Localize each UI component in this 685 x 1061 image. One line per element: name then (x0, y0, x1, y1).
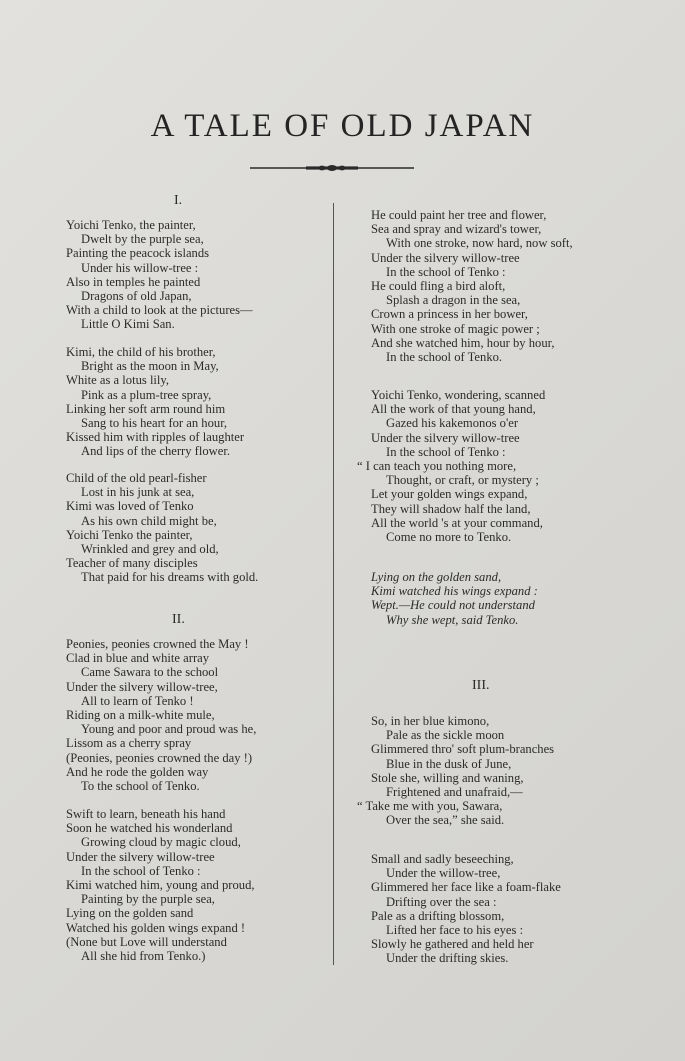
verse-line: Let your golden wings expand, (371, 487, 528, 502)
verse-line: Under the silvery willow-tree, (66, 679, 218, 694)
verse-line: Lifted her face to his eyes : (386, 923, 524, 938)
verse-line: Gazed his kakemonos o'er (386, 416, 519, 431)
verse-line: Lissom as a cherry spray (66, 736, 192, 751)
stanza (371, 852, 561, 966)
page-title: A TALE OF OLD JAPAN (150, 108, 535, 144)
verse-line: Splash a dragon in the sea, (386, 293, 521, 308)
ornament-divider (250, 162, 414, 174)
verse-line: Riding on a milk-white mule, (66, 708, 215, 723)
verse-line: Watched his golden wings expand ! (66, 920, 246, 935)
stanza (66, 345, 244, 459)
verse-line: Under the silvery willow-tree (371, 430, 520, 445)
verse-line: Kimi was loved of Tenko (66, 499, 194, 514)
verse-line: Crown a princess in her bower, (371, 307, 528, 322)
verse-line: Came Sawara to the school (81, 665, 219, 680)
verse-line: With a child to look at the pictures— (66, 303, 253, 318)
stanza (357, 388, 546, 545)
verse-line: Frightened and unafraid,— (386, 785, 523, 800)
verse-line: In the school of Tenko : (386, 444, 506, 459)
verse-line: In the school of Tenko : (81, 863, 201, 878)
verse-line: With one stroke, now hard, now soft, (386, 236, 573, 251)
verse-line: Sang to his heart for an hour, (81, 416, 228, 431)
verse-line: Glimmered her face like a foam-flake (371, 880, 561, 895)
verse-line: And he rode the golden way (66, 764, 209, 779)
verse-line: Stole she, willing and waning, (371, 770, 524, 785)
stanza (66, 471, 258, 585)
verse-line: Pale as the sickle moon (386, 728, 505, 743)
verse-line: Under his willow-tree : (81, 260, 199, 275)
verse-line: Kimi watched his wings expand : (371, 584, 538, 599)
verse-line: Yoichi Tenko the painter, (66, 527, 193, 542)
verse-line: Pale as a drifting blossom, (371, 908, 505, 923)
verse-line: And lips of the cherry flower. (81, 444, 230, 459)
stanza (371, 208, 573, 364)
section-heading-2: II. (172, 612, 185, 627)
section-heading-1: I. (174, 193, 183, 208)
verse-line: In the school of Tenko. (386, 350, 503, 365)
verse-line: Under the willow-tree, (386, 866, 501, 881)
stanza (66, 218, 253, 332)
verse-line: White as a lotus lily, (66, 373, 170, 388)
verse-line: Glimmered thro' soft plum-branches (371, 742, 555, 757)
column-divider (333, 203, 334, 965)
verse-line: Thought, or craft, or mystery ; (386, 473, 539, 488)
verse-line: Teacher of many disciples (66, 556, 198, 571)
verse-line: He could paint her tree and flower, (371, 208, 547, 222)
verse-line: Kimi watched him, young and proud, (66, 878, 255, 893)
verse-line: Linking her soft arm round him (66, 401, 226, 416)
verse-line: Come no more to Tenko. (386, 530, 512, 545)
verse-line: He could fling a bird aloft, (371, 279, 506, 294)
stanza (371, 570, 538, 627)
verse-line: As his own child might be, (81, 513, 217, 528)
verse-line: Why she wept, said Tenko. (386, 612, 519, 627)
verse-line: Painting by the purple sea, (81, 892, 215, 907)
verse-line: (None but Love will understand (66, 934, 227, 949)
verse-line: Soon he watched his wonderland (66, 821, 233, 836)
verse-line: All the work of that young hand, (371, 402, 536, 417)
stanza (66, 637, 256, 793)
verse-line: All to learn of Tenko ! (81, 693, 194, 708)
verse-line: Also in temples he painted (66, 274, 201, 289)
verse-line: To the school of Tenko. (81, 779, 200, 794)
verse-line: Lying on the golden sand, (371, 570, 502, 584)
verse-line: Swift to learn, beneath his hand (66, 807, 226, 821)
verse-line: All the world 's at your command, (371, 515, 543, 530)
verse-line: Under the drifting skies. (386, 951, 509, 966)
verse-line: Yoichi Tenko, wondering, scanned (371, 388, 546, 402)
verse-line: “ I can teach you nothing more, (357, 459, 517, 474)
verse-line: Sea and spray and wizard's tower, (371, 222, 542, 237)
verse-line: Drifting over the sea : (386, 894, 497, 909)
section-heading-3: III. (472, 678, 490, 693)
verse-line: Bright as the moon in May, (81, 359, 219, 374)
verse-line: Pink as a plum-tree spray, (81, 387, 212, 402)
verse-line: (Peonies, peonies crowned the day !) (66, 750, 253, 765)
verse-line: Lost in his junk at sea, (81, 485, 195, 500)
verse-line: “ Take me with you, Sawara, (357, 799, 503, 814)
verse-line: Clad in blue and white array (66, 651, 210, 666)
verse-line: Yoichi Tenko, the painter, (66, 218, 196, 232)
stanza (66, 807, 255, 963)
verse-line: Small and sadly beseeching, (371, 852, 514, 866)
verse-line: Under the silvery willow-tree (371, 250, 520, 265)
verse-line: And she watched him, hour by hour, (371, 335, 555, 350)
verse-line: All she hid from Tenko.) (81, 949, 206, 964)
verse-line: Over the sea,” she said. (386, 813, 505, 828)
verse-line: They will shadow half the land, (371, 501, 531, 516)
verse-line: Dwelt by the purple sea, (81, 232, 204, 247)
verse-line: In the school of Tenko : (386, 264, 506, 279)
verse-line: With one stroke of magic power ; (371, 321, 540, 336)
verse-line: Child of the old pearl-fisher (66, 471, 207, 485)
verse-line: Young and poor and proud was he, (81, 722, 257, 737)
verse-line: Little O Kimi San. (81, 317, 175, 332)
verse-line: Under the silvery willow-tree (66, 849, 215, 864)
verse-line: Wept.—He could not understand (371, 598, 535, 613)
verse-line: Dragons of old Japan, (81, 289, 192, 304)
verse-line: So, in her blue kimono, (371, 714, 490, 728)
stanza (357, 714, 555, 828)
verse-line: Peonies, peonies crowned the May ! (66, 637, 249, 651)
verse-line: Blue in the dusk of June, (386, 756, 512, 771)
verse-line: That paid for his dreams with gold. (81, 570, 259, 585)
verse-line: Wrinkled and grey and old, (81, 542, 219, 557)
verse-line: Kissed him with ripples of laughter (66, 430, 245, 445)
verse-line: Painting the peacock islands (66, 246, 210, 261)
verse-line: Slowly he gathered and held her (371, 937, 534, 952)
verse-line: Kimi, the child of his brother, (66, 345, 216, 359)
verse-line: Growing cloud by magic cloud, (81, 835, 241, 850)
verse-line: Lying on the golden sand (66, 906, 194, 921)
